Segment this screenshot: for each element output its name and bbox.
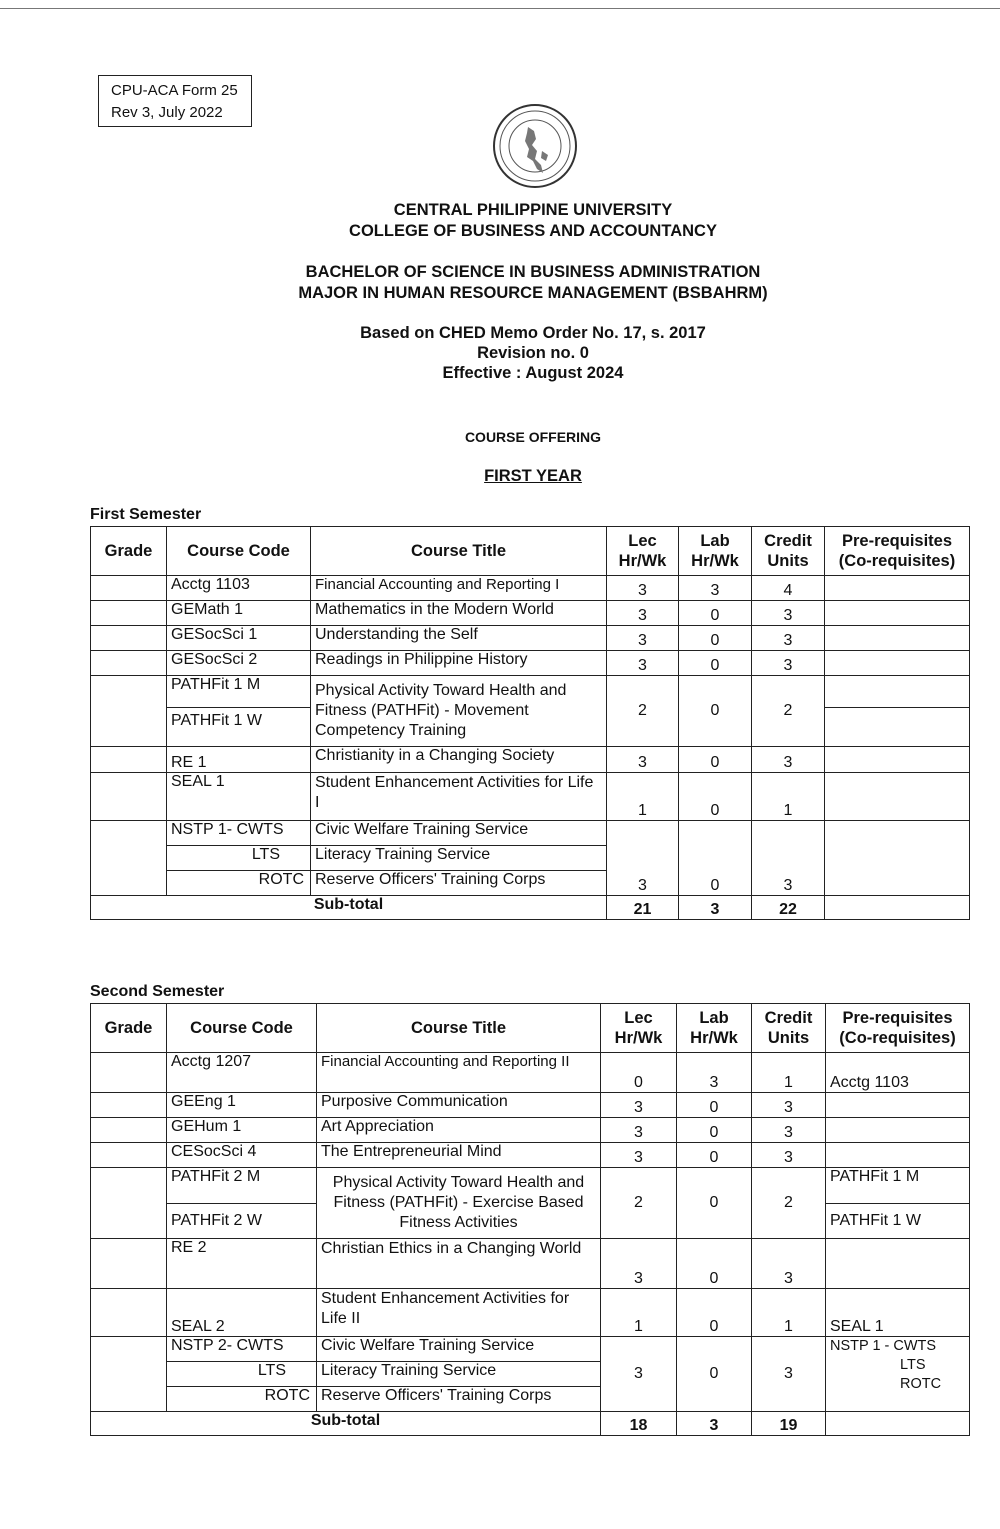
lab-hours: 0 [677, 1143, 752, 1168]
col-course-code: Course Code [167, 527, 311, 576]
credit-units: 3 [752, 1239, 826, 1289]
prereq-cell [825, 747, 970, 773]
course-code: PATHFit 1 W [167, 708, 311, 747]
prereq-cell [826, 1143, 970, 1168]
course-title: Literacy Training Service [317, 1362, 601, 1387]
col-lec: Lec Hr/Wk [607, 527, 679, 576]
header-row [91, 527, 970, 576]
prereq-cell: PATHFit 1 W [826, 1204, 970, 1239]
grade-cell [91, 626, 167, 651]
lab-hours: 0 [677, 1118, 752, 1143]
col-lab: Lab Hr/Wk [679, 527, 752, 576]
course-code: LTS [167, 1362, 317, 1387]
credit-units: 3 [752, 1337, 826, 1412]
credit-units: 1 [752, 1053, 826, 1093]
course-code: PATHFit 1 M [167, 676, 311, 708]
lec-hours: 0 [601, 1053, 677, 1093]
lab-hours: 0 [677, 1239, 752, 1289]
table-row [91, 676, 970, 708]
course-code: SEAL 1 [167, 773, 311, 821]
table-row [91, 1289, 970, 1337]
lab-hours: 0 [679, 676, 752, 747]
year-heading: FIRST YEAR [484, 467, 582, 485]
course-code: CESocSci 4 [167, 1143, 317, 1168]
grade-cell [91, 1289, 167, 1337]
revision-number: Revision no. 0 [477, 344, 589, 362]
grade-cell [91, 821, 167, 896]
memo-reference: Based on CHED Memo Order No. 17, s. 2017 [360, 324, 706, 342]
course-title: Student Enhancement Activities for Life II [317, 1289, 601, 1337]
credit-units: 3 [752, 1093, 826, 1118]
course-title: Understanding the Self [311, 626, 607, 651]
program-title: BACHELOR OF SCIENCE IN BUSINESS ADMINISTRATION [305, 263, 761, 281]
lec-hours: 3 [607, 626, 679, 651]
grade-cell [91, 1168, 167, 1239]
course-code: ROTC [167, 871, 311, 896]
prereq-cell: SEAL 1 [826, 1289, 970, 1337]
credit-units: 2 [752, 676, 825, 747]
subtotal-credit: 19 [752, 1412, 826, 1436]
subtotal-lec: 21 [607, 896, 679, 920]
course-code: RE 2 [167, 1239, 317, 1289]
prereq-cell [825, 651, 970, 676]
prereq-cell [826, 1337, 970, 1412]
prereq-lts: LTS [900, 1357, 926, 1373]
table-row [91, 601, 970, 626]
prereq-cell [825, 708, 970, 747]
subtotal-row [91, 896, 970, 920]
lab-hours: 0 [679, 626, 752, 651]
course-title: Reserve Officers' Training Corps [317, 1387, 601, 1412]
lec-hours: 1 [607, 773, 679, 821]
prereq-cell [826, 1093, 970, 1118]
credit-units: 3 [752, 601, 825, 626]
credit-units: 1 [752, 773, 825, 821]
table-row [91, 1239, 970, 1289]
grade-cell [91, 1053, 167, 1093]
course-code: Acctg 1207 [167, 1053, 317, 1093]
prereq-cell: PATHFit 1 M [826, 1168, 970, 1204]
lab-hours: 0 [679, 821, 752, 896]
course-title: Financial Accounting and Reporting I [311, 576, 607, 601]
credit-units: 3 [752, 1143, 826, 1168]
lec-hours: 3 [607, 821, 679, 896]
credit-units: 4 [752, 576, 825, 601]
lec-hours: 3 [601, 1143, 677, 1168]
prereq-cell [825, 821, 970, 896]
course-title: Student Enhancement Activities for Life I [311, 773, 607, 821]
course-code: GESocSci 2 [167, 651, 311, 676]
grade-cell [91, 1143, 167, 1168]
lec-hours: 2 [607, 676, 679, 747]
table-row [91, 1053, 970, 1093]
grade-cell [91, 773, 167, 821]
subtotal-row [91, 1412, 970, 1436]
table-row [91, 1143, 970, 1168]
course-title: Christianity in a Changing Society [311, 747, 607, 773]
table-row [91, 1093, 970, 1118]
col-credit: Credit Units [752, 1004, 826, 1053]
grade-cell [91, 676, 167, 747]
subtotal-credit: 22 [752, 896, 825, 920]
lab-hours: 3 [679, 576, 752, 601]
subtotal-lab: 3 [677, 1412, 752, 1436]
subtotal-label: Sub-total [91, 896, 607, 920]
course-title: Physical Activity Toward Health and Fitness (PATHFit) - Exercise Based Fitness Activities [317, 1168, 601, 1239]
course-code: GEMath 1 [167, 601, 311, 626]
prereq-cell [825, 576, 970, 601]
col-credit: Credit Units [752, 527, 825, 576]
course-title: Civic Welfare Training Service [317, 1337, 601, 1362]
semester-label: Second Semester [90, 983, 225, 1000]
table-row [91, 773, 970, 821]
form-number-box [98, 75, 252, 127]
subtotal-lab: 3 [679, 896, 752, 920]
lab-hours: 0 [677, 1168, 752, 1239]
effective-date: Effective : August 2024 [442, 364, 624, 382]
grade-cell [91, 601, 167, 626]
course-title: Civic Welfare Training Service [311, 821, 607, 846]
prereq-cell [825, 626, 970, 651]
lec-hours: 2 [601, 1168, 677, 1239]
col-prereq: Pre-requisites (Co-requisites) [825, 527, 970, 576]
lab-hours: 0 [679, 773, 752, 821]
course-code: RE 1 [167, 747, 311, 773]
lec-hours: 1 [601, 1289, 677, 1337]
col-course-code: Course Code [167, 1004, 317, 1053]
col-course-title: Course Title [311, 527, 607, 576]
college-name: COLLEGE OF BUSINESS AND ACCOUNTANCY [349, 222, 717, 240]
course-title: Purposive Communication [317, 1093, 601, 1118]
course-code: GEHum 1 [167, 1118, 317, 1143]
course-code: SEAL 2 [167, 1289, 317, 1337]
credit-units: 3 [752, 1118, 826, 1143]
table-row [91, 626, 970, 651]
lec-hours: 3 [601, 1239, 677, 1289]
table-row [91, 1168, 970, 1204]
lec-hours: 3 [601, 1093, 677, 1118]
credit-units: 3 [752, 821, 825, 896]
lab-hours: 0 [679, 651, 752, 676]
prereq-cell [825, 773, 970, 821]
prereq-cell [825, 676, 970, 708]
grade-cell [91, 576, 167, 601]
lec-hours: 3 [607, 747, 679, 773]
table-row [91, 576, 970, 601]
lec-hours: 3 [607, 601, 679, 626]
course-title: The Entrepreneurial Mind [317, 1143, 601, 1168]
prereq-cell [826, 1239, 970, 1289]
lec-hours: 3 [601, 1337, 677, 1412]
semester-label: First Semester [90, 506, 202, 523]
table-row [91, 747, 970, 773]
col-lec: Lec Hr/Wk [601, 1004, 677, 1053]
second-semester-table [90, 1003, 970, 1436]
course-code: NSTP 2- CWTS [167, 1337, 317, 1362]
course-code: PATHFit 2 W [167, 1204, 317, 1239]
lab-hours: 3 [677, 1053, 752, 1093]
form-number: CPU-ACA Form 25 [111, 82, 238, 99]
table-row [91, 821, 970, 846]
first-semester-table [90, 526, 970, 920]
university-seal-icon [492, 103, 578, 189]
grade-cell [91, 651, 167, 676]
prereq-cell [826, 1412, 970, 1436]
course-code: GEEng 1 [167, 1093, 317, 1118]
prereq-cell [825, 896, 970, 920]
course-title: Financial Accounting and Reporting II [317, 1053, 601, 1093]
course-code: GESocSci 1 [167, 626, 311, 651]
lab-hours: 0 [679, 747, 752, 773]
subtotal-lec: 18 [601, 1412, 677, 1436]
top-rule [0, 8, 1000, 9]
university-name: CENTRAL PHILIPPINE UNIVERSITY [393, 201, 673, 219]
lec-hours: 3 [607, 651, 679, 676]
course-title: Physical Activity Toward Health and Fitness (PATHFit) - Movement Competency Training [311, 676, 607, 747]
prereq-rotc: ROTC [900, 1376, 942, 1392]
prereq-cell [825, 601, 970, 626]
header-row [91, 1004, 970, 1053]
lec-hours: 3 [601, 1118, 677, 1143]
table-row [91, 1118, 970, 1143]
course-code: ROTC [167, 1387, 317, 1412]
lab-hours: 0 [677, 1337, 752, 1412]
grade-cell [91, 1337, 167, 1412]
form-revision: Rev 3, July 2022 [111, 104, 223, 121]
course-code: NSTP 1- CWTS [167, 821, 311, 846]
grade-cell [91, 1093, 167, 1118]
credit-units: 3 [752, 747, 825, 773]
lab-hours: 0 [677, 1289, 752, 1337]
grade-cell [91, 747, 167, 773]
prereq-cell [826, 1118, 970, 1143]
subtotal-label: Sub-total [91, 1412, 601, 1436]
course-code: Acctg 1103 [167, 576, 311, 601]
course-code: LTS [167, 846, 311, 871]
lec-hours: 3 [607, 576, 679, 601]
col-lab: Lab Hr/Wk [677, 1004, 752, 1053]
course-title: Art Appreciation [317, 1118, 601, 1143]
prereq-cwts: NSTP 1 - CWTS [830, 1338, 937, 1354]
prereq-cell: Acctg 1103 [826, 1053, 970, 1093]
program-major: MAJOR IN HUMAN RESOURCE MANAGEMENT (BSBAHRM) [298, 284, 768, 302]
credit-units: 2 [752, 1168, 826, 1239]
table-row [91, 1337, 970, 1362]
course-title: Readings in Philippine History [311, 651, 607, 676]
grade-cell [91, 1239, 167, 1289]
credit-units: 3 [752, 651, 825, 676]
course-title: Christian Ethics in a Changing World [317, 1239, 601, 1289]
credit-units: 1 [752, 1289, 826, 1337]
lab-hours: 0 [677, 1093, 752, 1118]
grade-cell [91, 1118, 167, 1143]
col-course-title: Course Title [317, 1004, 601, 1053]
credit-units: 3 [752, 626, 825, 651]
col-grade: Grade [91, 527, 167, 576]
course-title: Reserve Officers' Training Corps [311, 871, 607, 896]
course-offering-heading: COURSE OFFERING [464, 429, 602, 445]
table-row [91, 651, 970, 676]
course-title: Literacy Training Service [311, 846, 607, 871]
lab-hours: 0 [679, 601, 752, 626]
col-prereq: Pre-requisites (Co-requisites) [826, 1004, 970, 1053]
course-title: Mathematics in the Modern World [311, 601, 607, 626]
course-code: PATHFit 2 M [167, 1168, 317, 1204]
col-grade: Grade [91, 1004, 167, 1053]
